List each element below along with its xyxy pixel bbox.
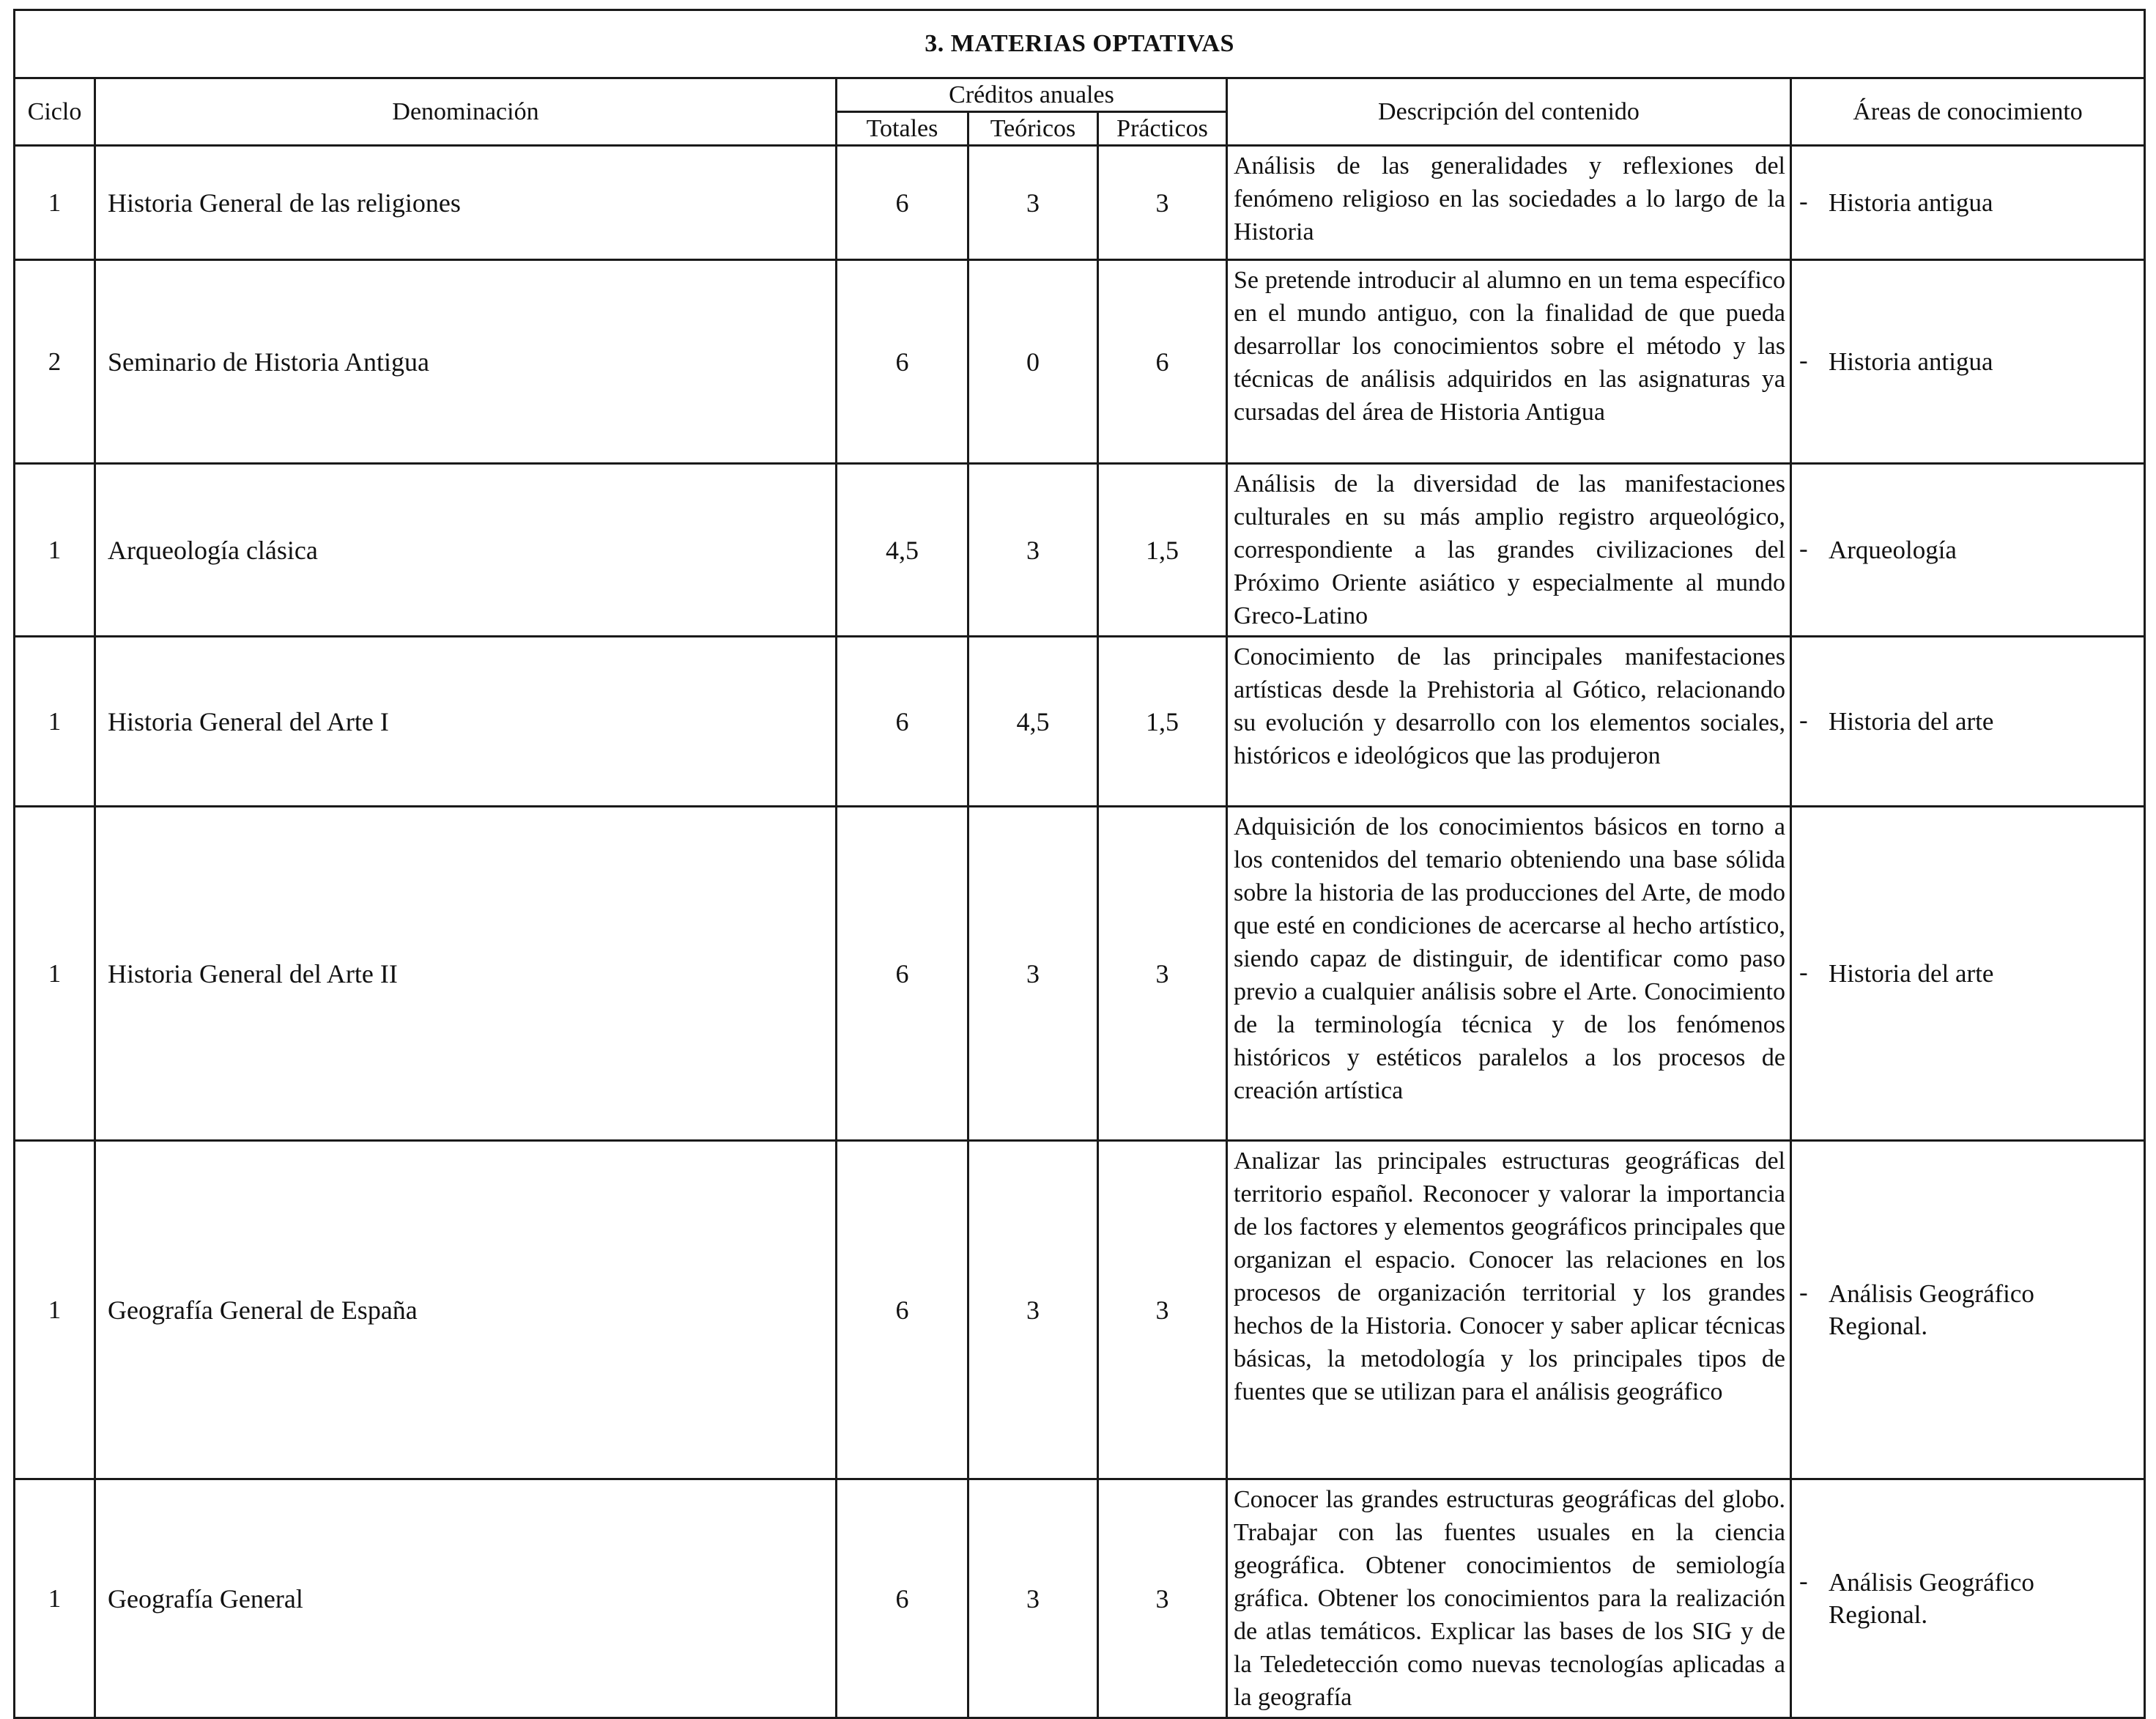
cell-teoricos: 3: [968, 1479, 1098, 1718]
area-dash: -: [1799, 1277, 1808, 1306]
cell-area: [1791, 260, 2145, 464]
table-row: [15, 260, 2145, 464]
area-item: [1799, 1278, 2133, 1342]
cell-area: [1791, 1479, 2145, 1718]
cell-practicos: 3: [1098, 1141, 1227, 1479]
cell-practicos: 1,5: [1098, 464, 1227, 637]
cell-denominacion: Historia General de las religiones: [95, 146, 837, 260]
cell-practicos: 3: [1098, 1479, 1227, 1718]
area-item: [1799, 534, 2133, 566]
table-row: [15, 464, 2145, 637]
cell-totales: 6: [837, 1141, 968, 1479]
area-item: [1799, 187, 2133, 219]
cell-ciclo: 1: [15, 464, 95, 637]
cell-descripcion: Conocimiento de las principales manifestaciones artísticas desde la Prehistoria al Gótico, relacionando su evolución y desarrollo con los elementos sociales, históricos e ideológicos que las produjeron: [1227, 637, 1791, 807]
header-totales: Totales: [837, 112, 968, 146]
cell-practicos: 6: [1098, 260, 1227, 464]
cell-descripcion: Analizar las principales estructuras geográficas del territorio español. Reconocer y valorar la importancia de los factores y elementos geográficos principales que organizan el espacio. Conocer las relaciones en los procesos de organización territorial y los grandes hechos de la Historia. Conocer y saber aplicar técnicas básicas, la metodología y los principales tipos de fuentes que se utilizan para el análisis geográfico: [1227, 1141, 1791, 1479]
area-item: [1799, 1567, 2133, 1631]
cell-denominacion: Historia General del Arte I: [95, 637, 837, 807]
cell-totales: 6: [837, 146, 968, 260]
area-label: Historia del arte: [1829, 706, 1994, 736]
header-creditos-anuales: Créditos anuales: [837, 78, 1227, 112]
cell-practicos: 3: [1098, 146, 1227, 260]
table-row: [15, 146, 2145, 260]
cell-descripcion: Conocer las grandes estructuras geográficas del globo. Trabajar con las fuentes usuales en la ciencia geográfica. Obtener conocimientos de semiología gráfica. Obtener los conocimientos para la realización de atlas temáticos. Explicar las bases de los SIG y de la Teledetección como nuevas tecnologías aplicadas a la geografía: [1227, 1479, 1791, 1718]
document-page: [13, 9, 2144, 1719]
cell-totales: 6: [837, 807, 968, 1141]
area-dash: -: [1799, 533, 1808, 563]
cell-descripcion: Se pretende introducir al alumno en un tema específico en el mundo antiguo, con la finalidad de que pueda desarrollar los conocimientos sobre el método y las técnicas de análisis adquiridos en las asignaturas ya cursadas del área de Historia Antigua: [1227, 260, 1791, 464]
header-descripcion: Descripción del contenido: [1227, 78, 1791, 146]
cell-area: [1791, 1141, 2145, 1479]
cell-totales: 6: [837, 1479, 968, 1718]
header-practicos: Prácticos: [1098, 112, 1227, 146]
cell-ciclo: 1: [15, 637, 95, 807]
cell-denominacion: Geografía General de España: [95, 1141, 837, 1479]
cell-denominacion: Geografía General: [95, 1479, 837, 1718]
header-teoricos: Teóricos: [968, 112, 1098, 146]
cell-totales: 6: [837, 637, 968, 807]
area-dash: -: [1799, 957, 1808, 986]
cell-ciclo: 1: [15, 146, 95, 260]
cell-denominacion: Seminario de Historia Antigua: [95, 260, 837, 464]
cell-teoricos: 4,5: [968, 637, 1098, 807]
cell-teoricos: 3: [968, 807, 1098, 1141]
area-item: [1799, 706, 2133, 738]
area-item: [1799, 346, 2133, 378]
cell-practicos: 3: [1098, 807, 1227, 1141]
cell-area: [1791, 464, 2145, 637]
cell-ciclo: 1: [15, 1479, 95, 1718]
area-label: Historia antigua: [1829, 347, 1993, 376]
header-denominacion: Denominación: [95, 78, 837, 146]
header-ciclo: Ciclo: [15, 78, 95, 146]
area-label: Arqueología: [1829, 535, 1957, 564]
area-label: Historia antigua: [1829, 188, 1993, 217]
area-item: [1799, 958, 2133, 990]
cell-area: [1791, 807, 2145, 1141]
cell-teoricos: 3: [968, 146, 1098, 260]
cell-totales: 6: [837, 260, 968, 464]
cell-denominacion: Arqueología clásica: [95, 464, 837, 637]
area-label: Análisis Geográfico Regional.: [1829, 1279, 2034, 1340]
cell-practicos: 1,5: [1098, 637, 1227, 807]
area-label: Análisis Geográfico Regional.: [1829, 1567, 2034, 1629]
header-areas: Áreas de conocimiento: [1791, 78, 2145, 146]
area-label: Historia del arte: [1829, 958, 1994, 988]
area-dash: -: [1799, 345, 1808, 374]
cell-totales: 4,5: [837, 464, 968, 637]
cell-descripcion: Adquisición de los conocimientos básicos en torno a los contenidos del temario obteniendo una base sólida sobre la historia de las producciones del Arte, de modo que esté en condiciones de acercarse al hecho artístico, siendo capaz de distinguir, de identificar como paso previo a cualquier análisis sobre el Arte. Conocimiento de la terminología técnica y de los fenómenos históricos y estéticos paralelos a los procesos de creación artística: [1227, 807, 1791, 1141]
cell-ciclo: 2: [15, 260, 95, 464]
cell-descripcion: Análisis de las generalidades y reflexiones del fenómeno religioso en las sociedades a lo largo de la Historia: [1227, 146, 1791, 260]
table-row: [15, 637, 2145, 807]
cell-descripcion: Análisis de la diversidad de las manifestaciones culturales en su más amplio registro arqueológico, correspondiente a las grandes civilizaciones del Próximo Oriente asiático y especialmente al mundo Greco-Latino: [1227, 464, 1791, 637]
table-title: 3. MATERIAS OPTATIVAS: [15, 10, 2145, 78]
cell-denominacion: Historia General del Arte II: [95, 807, 837, 1141]
area-dash: -: [1799, 186, 1808, 215]
table-row: [15, 1141, 2145, 1479]
table-row: [15, 1479, 2145, 1718]
table-row: [15, 807, 2145, 1141]
cell-ciclo: 1: [15, 1141, 95, 1479]
cell-ciclo: 1: [15, 807, 95, 1141]
cell-area: [1791, 146, 2145, 260]
cell-teoricos: 3: [968, 1141, 1098, 1479]
cell-teoricos: 3: [968, 464, 1098, 637]
cell-area: [1791, 637, 2145, 807]
area-dash: -: [1799, 705, 1808, 734]
area-dash: -: [1799, 1566, 1808, 1595]
cell-teoricos: 0: [968, 260, 1098, 464]
materias-optativas-table: [13, 9, 2146, 1719]
